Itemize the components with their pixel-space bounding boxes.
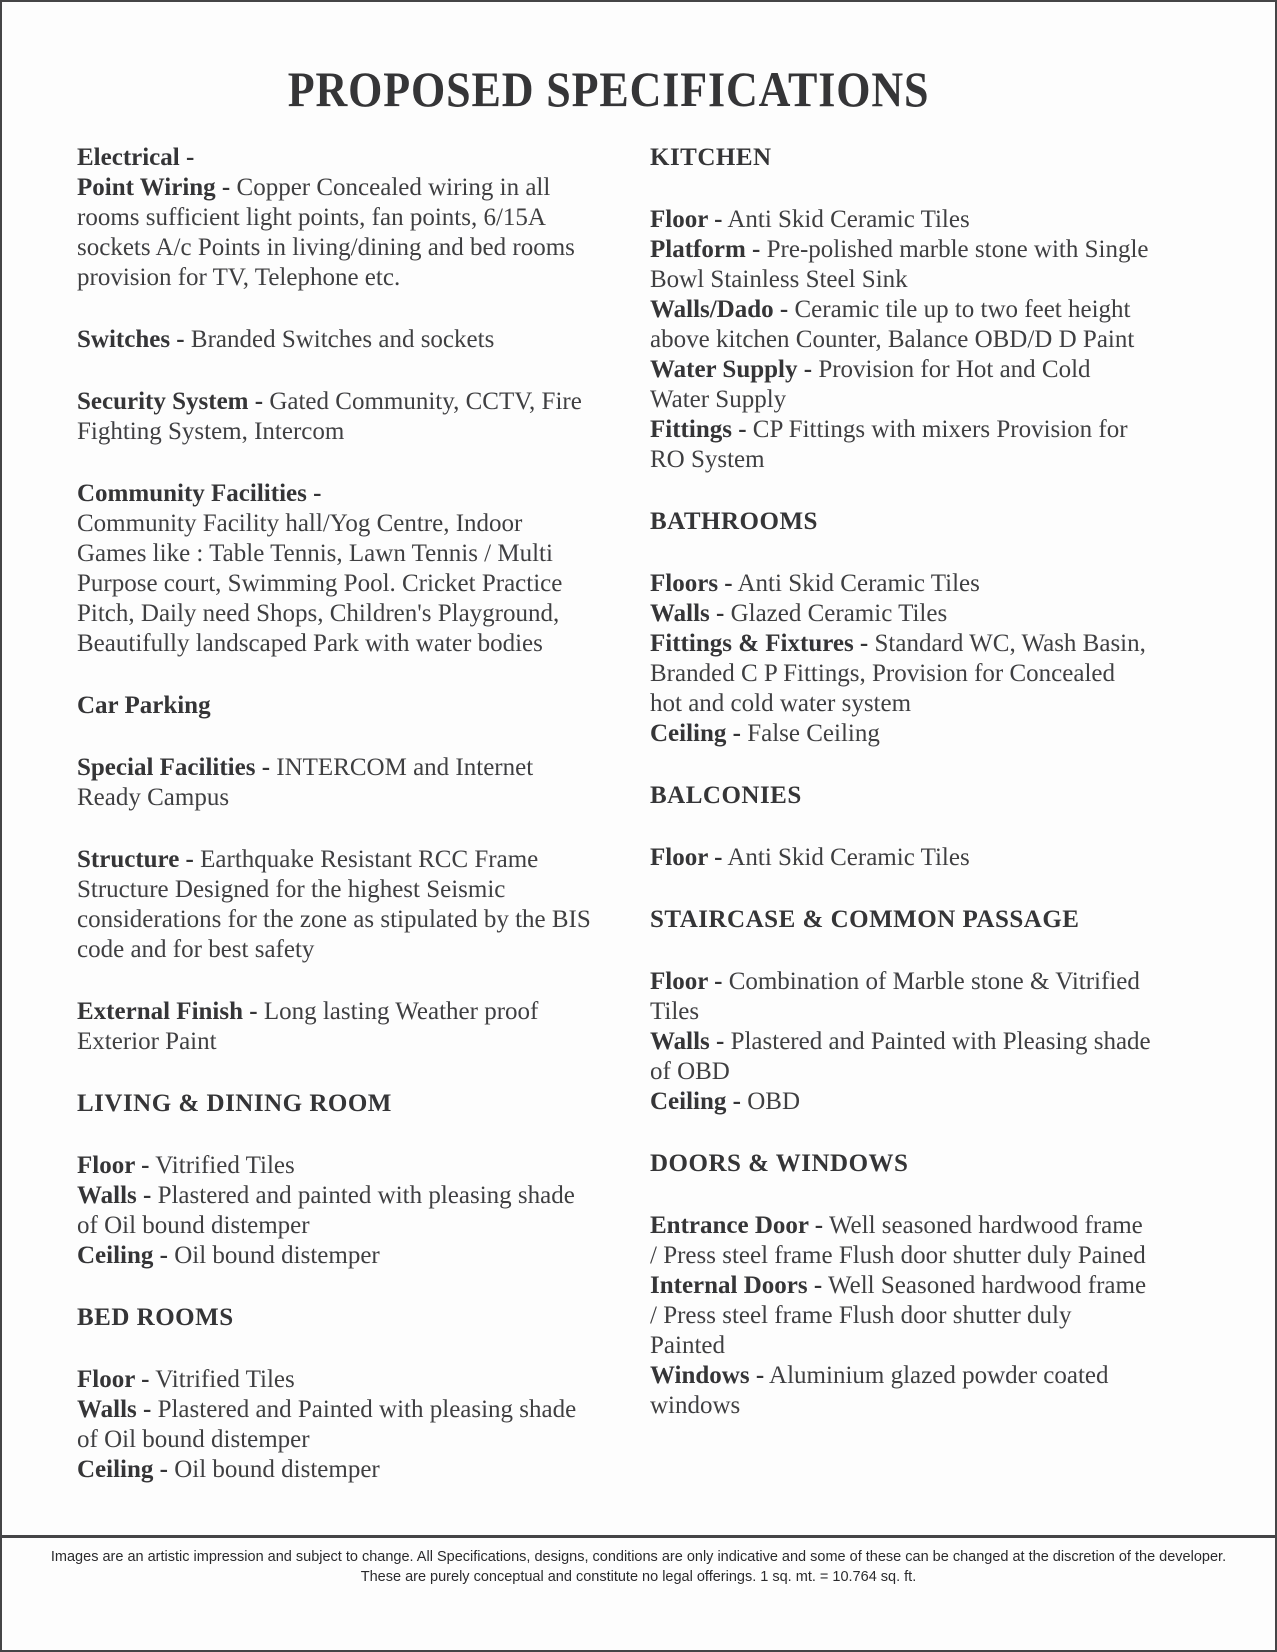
spec-line [650,355,1152,415]
spec-label: Floor - [650,206,723,233]
spec-label: Walls/Dado - [650,296,789,323]
title-row [2,60,1216,118]
spec-text: Well seasoned hardwood frame / Press steel frame Flush door shutter duly Pained [650,1212,1146,1269]
spec-paragraph [77,325,597,355]
spec-label: Windows - [650,1362,765,1389]
spec-paragraph [77,1151,597,1271]
spec-label: Special Facilities - [77,754,271,781]
spec-text: INTERCOM and Internet Ready Campus [77,754,534,811]
spec-text: Oil bound distemper [174,1456,380,1483]
spec-text: Vitrified Tiles [155,1366,295,1393]
spec-paragraph [77,997,597,1057]
spec-line [77,1181,597,1241]
spec-text: Aluminium glazed powder coated windows [650,1362,1109,1419]
spec-text: Anti Skid Ceramic Tiles [727,206,970,233]
page-title: PROPOSED SPECIFICATIONS [288,61,930,117]
spec-paragraph [650,205,1152,475]
spec-line [77,1365,597,1395]
spec-text: Anti Skid Ceramic Tiles [737,570,980,597]
section-heading: BALCONIES [650,782,802,809]
spec-label: Walls - [77,1182,152,1209]
spec-line [650,629,1152,719]
spec-text: Well Seasoned hardwood frame / Press steel frame Flush door shutter duly Painted [650,1272,1147,1359]
section-heading: STAIRCASE & COMMON PASSAGE [650,906,1080,933]
spec-line [77,845,597,965]
spec-paragraph [77,387,597,447]
spec-text: Ceramic tile up to two feet height above kitchen Counter, Balance OBD/D D Paint [650,296,1135,353]
section-heading: BATHROOMS [650,508,818,535]
spec-paragraph [650,569,1152,749]
disclaimer-line-2: These are purely conceptual and constitute no legal offerings. 1 sq. mt. = 10.764 sq. ft. [360,1569,917,1585]
spec-line [650,1271,1152,1361]
spec-text: Gated Community, CCTV, Fire Fighting System, Intercom [77,388,582,445]
spec-text: CP Fittings with mixers Provision for RO System [650,416,1128,473]
spec-text: Vitrified Tiles [155,1152,295,1179]
spec-line [650,205,1152,235]
spec-line [650,1087,1152,1117]
spec-line [77,387,597,447]
spec-line [77,509,597,659]
spec-text: Provision for Hot and Cold Water Supply [650,356,1091,413]
spec-label: Fittings - [650,416,747,443]
spec-line [77,997,597,1057]
spec-line [650,967,1152,1027]
section-heading: DOORS & WINDOWS [650,1150,909,1177]
section-heading: LIVING & DINING ROOM [77,1090,392,1117]
spec-label: Floor - [77,1366,150,1393]
spec-text: Copper Concealed wiring in all rooms sufficient light points, fan points, 6/15A sockets A/c Points in living/dining and bed rooms provision for TV, Telephone etc. [77,174,575,291]
spec-text: Standard WC, Wash Basin, Branded C P Fittings, Provision for Concealed hot and cold water system [650,630,1146,717]
spec-text: Plastered and painted with pleasing shade of Oil bound distemper [77,1182,575,1239]
spec-line [77,143,597,173]
spec-text: False Ceiling [747,720,880,747]
spec-label: Floor - [77,1152,150,1179]
spec-label: Floor - [650,968,723,995]
spec-text: Plastered and Painted with pleasing shade of Oil bound distemper [77,1396,577,1453]
spec-label: Walls - [650,1028,725,1055]
spec-text: Anti Skid Ceramic Tiles [727,844,970,871]
left-column [77,143,597,1485]
spec-text: Long lasting Weather proof Exterior Paint [77,998,539,1055]
spec-label: Platform - [650,236,761,263]
spec-text: Glazed Ceramic Tiles [730,600,948,627]
spec-line [77,1151,597,1181]
spec-line [77,479,597,509]
spec-line [77,173,597,293]
spec-line [77,1395,597,1455]
spec-line [650,295,1152,355]
spec-paragraph [77,691,597,721]
spec-label: Electrical - [77,144,195,171]
spec-label: Ceiling - [77,1242,168,1269]
spec-text: Branded Switches and sockets [190,326,495,353]
section-heading: BED ROOMS [77,1304,234,1331]
spec-text: Community Facility hall/Yog Centre, Indoor Games like : Table Tennis, Lawn Tennis / Multi Purpose court, Swimming Pool. Cricket Practice Pitch, Daily need Shops, Children's Playground, Beautifully landscaped Park with water bodies [77,510,563,657]
spec-label: Water Supply - [650,356,813,383]
spec-paragraph [650,1211,1152,1421]
spec-label: Floor - [650,844,723,871]
spec-line [77,1455,597,1485]
spec-label: Internal Doors - [650,1272,823,1299]
spec-line [77,1241,597,1271]
spec-label: Fittings & Fixtures - [650,630,869,657]
spec-paragraph [77,479,597,659]
spec-label: Community Facilities - [77,480,322,507]
spec-text: OBD [747,1088,801,1115]
spec-line [650,719,1152,749]
disclaimer-line-1: Images are an artistic impression and subject to change. All Specifications, designs, conditions are only indicative and some of these can be changed at the discretion of the developer. [50,1549,1227,1565]
spec-label: Walls - [77,1396,152,1423]
spec-line [650,843,1152,873]
spec-label: Security System - [77,388,264,415]
spec-text: Combination of Marble stone & Vitrified Tiles [650,968,1140,1025]
spec-label: Point Wiring - [77,174,231,201]
spec-label: Walls - [650,600,725,627]
section-heading: KITCHEN [650,144,772,171]
spec-paragraph [77,1365,597,1485]
disclaimer-footer [2,1547,1275,1587]
spec-line [650,415,1152,475]
spec-label: Ceiling - [650,1088,741,1115]
spec-paragraph [77,845,597,965]
spec-label: Switches - [77,326,185,353]
spec-label: Entrance Door - [650,1212,824,1239]
spec-label: Structure - [77,846,194,873]
spec-label: Ceiling - [650,720,741,747]
footer-divider [2,1535,1275,1538]
spec-line [650,599,1152,629]
spec-label: Ceiling - [77,1456,168,1483]
spec-text: Pre-polished marble stone with Single Bowl Stainless Steel Sink [650,236,1149,293]
spec-line [77,753,597,813]
spec-paragraph [650,843,1152,873]
spec-label: Car Parking [77,692,211,719]
spec-paragraph [77,143,597,293]
spec-label: External Finish - [77,998,258,1025]
spec-line [77,325,597,355]
spec-line [77,691,597,721]
spec-text: Oil bound distemper [174,1242,380,1269]
spec-paragraph [650,967,1152,1117]
spec-paragraph [77,753,597,813]
spec-text: Plastered and Painted with Pleasing shade of OBD [650,1028,1151,1085]
spec-line [650,1361,1152,1421]
spec-line [650,1027,1152,1087]
spec-line [650,569,1152,599]
spec-text: Earthquake Resistant RCC Frame Structure Designed for the highest Seismic considerations for the zone as stipulated by the BIS code and for best safety [77,846,591,963]
spec-label: Floors - [650,570,733,597]
spec-line [650,235,1152,295]
spec-line [650,1211,1152,1271]
right-column [650,143,1152,1421]
